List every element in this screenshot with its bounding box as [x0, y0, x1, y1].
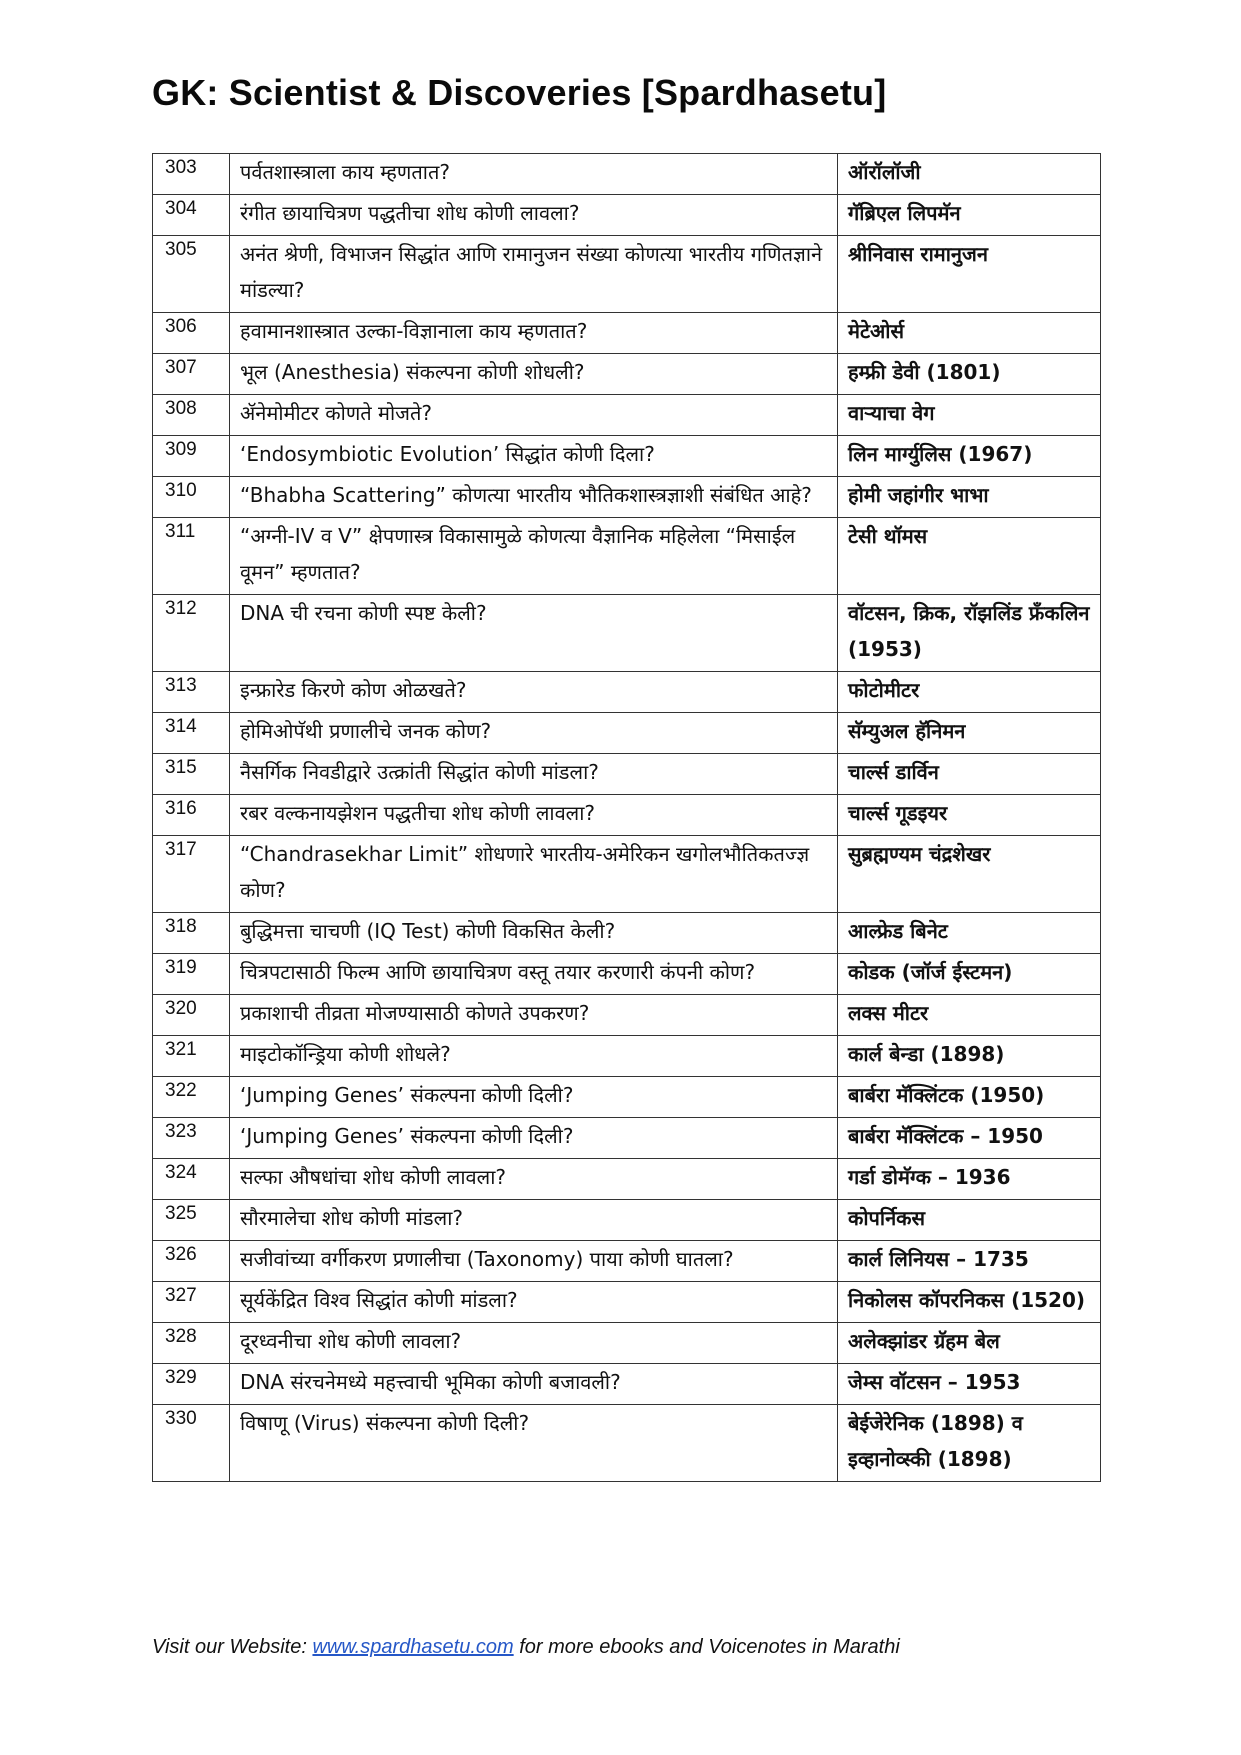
table-row [153, 1323, 1101, 1364]
question-number: 308 [153, 395, 230, 436]
table-row [153, 395, 1101, 436]
question-cell: ‘Jumping Genes’ संकल्पना कोणी दिली? [230, 1118, 838, 1159]
question-number: 326 [153, 1241, 230, 1282]
table-row [153, 354, 1101, 395]
answer-cell: बार्बरा मॅक्लिंटक – 1950 [838, 1118, 1101, 1159]
website-link[interactable]: www.spardhasetu.com [312, 1636, 514, 1658]
answer-cell: कार्ल बेन्डा (1898) [838, 1036, 1101, 1077]
question-cell: ‘Jumping Genes’ संकल्पना कोणी दिली? [230, 1077, 838, 1118]
table-row [153, 195, 1101, 236]
question-cell: DNA ची रचना कोणी स्पष्ट केली? [230, 595, 838, 672]
answer-cell: कोडक (जॉर्ज ईस्टमन) [838, 954, 1101, 995]
question-cell: ‘Endosymbiotic Evolution’ सिद्धांत कोणी दिला? [230, 436, 838, 477]
question-number: 317 [153, 836, 230, 913]
table-row [153, 836, 1101, 913]
question-number: 310 [153, 477, 230, 518]
answer-cell: जेम्स वॉटसन – 1953 [838, 1364, 1101, 1405]
answer-cell: ऑरॉलॉजी [838, 154, 1101, 195]
question-cell: विषाणू (Virus) संकल्पना कोणी दिली? [230, 1405, 838, 1482]
question-cell: माइटोकॉन्ड्रिया कोणी शोधले? [230, 1036, 838, 1077]
answer-cell: लिन मार्ग्युलिस (1967) [838, 436, 1101, 477]
question-cell: सौरमालेचा शोध कोणी मांडला? [230, 1200, 838, 1241]
answer-cell: आल्फ्रेड बिनेट [838, 913, 1101, 954]
answer-cell: मेटेओर्स [838, 313, 1101, 354]
answer-cell: लक्स मीटर [838, 995, 1101, 1036]
answer-cell: सॅम्युअल हॅनिमन [838, 713, 1101, 754]
answer-cell: हम्फ्री डेवी (1801) [838, 354, 1101, 395]
table-row [153, 754, 1101, 795]
table-row [153, 236, 1101, 313]
question-number: 315 [153, 754, 230, 795]
question-number: 304 [153, 195, 230, 236]
table-row [153, 1405, 1101, 1482]
question-cell: DNA संरचनेमध्ये महत्त्वाची भूमिका कोणी बजावली? [230, 1364, 838, 1405]
table-row [153, 913, 1101, 954]
question-cell: सूर्यकेंद्रित विश्व सिद्धांत कोणी मांडला? [230, 1282, 838, 1323]
table-row [153, 1077, 1101, 1118]
question-cell: “Bhabha Scattering” कोणत्या भारतीय भौतिकशास्त्रज्ञाशी संबंधित आहे? [230, 477, 838, 518]
question-number: 314 [153, 713, 230, 754]
table-row [153, 518, 1101, 595]
question-cell: अनंत श्रेणी, विभाजन सिद्धांत आणि रामानुजन संख्या कोणत्या भारतीय गणितज्ञाने मांडल्या? [230, 236, 838, 313]
answer-cell: बेईजेरेनिक (1898) व इव्हानोव्स्की (1898) [838, 1405, 1101, 1482]
question-number: 309 [153, 436, 230, 477]
question-cell: “Chandrasekhar Limit” शोधणारे भारतीय-अमेरिकन खगोलभौतिकतज्ज्ञ कोण? [230, 836, 838, 913]
question-cell: सजीवांच्या वर्गीकरण प्रणालीचा (Taxonomy) पाया कोणी घातला? [230, 1241, 838, 1282]
question-number: 324 [153, 1159, 230, 1200]
answer-cell: कोपर्निकस [838, 1200, 1101, 1241]
question-cell: भूल (Anesthesia) संकल्पना कोणी शोधली? [230, 354, 838, 395]
table-row [153, 154, 1101, 195]
qa-table [152, 153, 1101, 1482]
table-row [153, 995, 1101, 1036]
question-cell: चित्रपटासाठी फिल्म आणि छायाचित्रण वस्तू तयार करणारी कंपनी कोण? [230, 954, 838, 995]
question-cell: दूरध्वनीचा शोध कोणी लावला? [230, 1323, 838, 1364]
question-number: 320 [153, 995, 230, 1036]
answer-cell: बार्बरा मॅक्लिंटक (1950) [838, 1077, 1101, 1118]
table-row [153, 1118, 1101, 1159]
answer-cell: श्रीनिवास रामानुजन [838, 236, 1101, 313]
table-row [153, 1241, 1101, 1282]
answer-cell: टेसी थॉमस [838, 518, 1101, 595]
question-cell: हवामानशास्त्रात उल्का-विज्ञानाला काय म्हणतात? [230, 313, 838, 354]
footer-suffix: for more ebooks and Voicenotes in Marathi [513, 1636, 900, 1658]
footer [152, 1636, 900, 1659]
question-number: 303 [153, 154, 230, 195]
answer-cell: अलेक्झांडर ग्रॅहम बेल [838, 1323, 1101, 1364]
question-number: 325 [153, 1200, 230, 1241]
table-row [153, 477, 1101, 518]
table-row [153, 1159, 1101, 1200]
question-number: 305 [153, 236, 230, 313]
table-row [153, 1036, 1101, 1077]
question-number: 312 [153, 595, 230, 672]
question-number: 328 [153, 1323, 230, 1364]
question-number: 316 [153, 795, 230, 836]
question-cell: बुद्धिमत्ता चाचणी (IQ Test) कोणी विकसित केली? [230, 913, 838, 954]
qa-table-body [153, 154, 1101, 1482]
question-number: 306 [153, 313, 230, 354]
question-number: 313 [153, 672, 230, 713]
question-number: 330 [153, 1405, 230, 1482]
question-cell: सल्फा औषधांचा शोध कोणी लावला? [230, 1159, 838, 1200]
table-row [153, 1282, 1101, 1323]
question-cell: ॲनेमोमीटर कोणते मोजते? [230, 395, 838, 436]
answer-cell: सुब्रह्मण्यम चंद्रशेखर [838, 836, 1101, 913]
table-row [153, 436, 1101, 477]
answer-cell: फोटोमीटर [838, 672, 1101, 713]
question-cell: रबर वल्कनायझेशन पद्धतीचा शोध कोणी लावला? [230, 795, 838, 836]
table-row [153, 1200, 1101, 1241]
answer-cell: गॅब्रिएल लिपमॅन [838, 195, 1101, 236]
question-number: 321 [153, 1036, 230, 1077]
answer-cell: चार्ल्स गूडइयर [838, 795, 1101, 836]
table-row [153, 313, 1101, 354]
table-row [153, 595, 1101, 672]
question-number: 329 [153, 1364, 230, 1405]
question-number: 318 [153, 913, 230, 954]
question-number: 319 [153, 954, 230, 995]
question-number: 307 [153, 354, 230, 395]
answer-cell: कार्ल लिनियस – 1735 [838, 1241, 1101, 1282]
answer-cell: होमी जहांगीर भाभा [838, 477, 1101, 518]
question-number: 311 [153, 518, 230, 595]
answer-cell: वाऱ्याचा वेग [838, 395, 1101, 436]
question-number: 323 [153, 1118, 230, 1159]
question-cell: होमिओपॅथी प्रणालीचे जनक कोण? [230, 713, 838, 754]
table-row [153, 713, 1101, 754]
answer-cell: चार्ल्स डार्विन [838, 754, 1101, 795]
footer-prefix: Visit our Website: [152, 1636, 313, 1658]
question-cell: इन्फ्रारेड किरणे कोण ओळखते? [230, 672, 838, 713]
table-row [153, 1364, 1101, 1405]
table-row [153, 672, 1101, 713]
table-row [153, 795, 1101, 836]
answer-cell: गर्डा डोमॅग्क – 1936 [838, 1159, 1101, 1200]
question-number: 322 [153, 1077, 230, 1118]
question-cell: नैसर्गिक निवडीद्वारे उत्क्रांती सिद्धांत कोणी मांडला? [230, 754, 838, 795]
answer-cell: वॉटसन, क्रिक, रॉझलिंड फ्रँकलिन (1953) [838, 595, 1101, 672]
question-cell: प्रकाशाची तीव्रता मोजण्यासाठी कोणते उपकरण? [230, 995, 838, 1036]
question-cell: रंगीत छायाचित्रण पद्धतीचा शोध कोणी लावला? [230, 195, 838, 236]
question-cell: “अग्नी-IV व V” क्षेपणास्त्र विकासामुळे कोणत्या वैज्ञानिक महिलेला “मिसाईल वूमन” म्हणतात? [230, 518, 838, 595]
question-number: 327 [153, 1282, 230, 1323]
page-title: GK: Scientist & Discoveries [Spardhasetu] [152, 72, 887, 113]
table-row [153, 954, 1101, 995]
question-cell: पर्वतशास्त्राला काय म्हणतात? [230, 154, 838, 195]
answer-cell: निकोलस कॉपरनिकस (1520) [838, 1282, 1101, 1323]
